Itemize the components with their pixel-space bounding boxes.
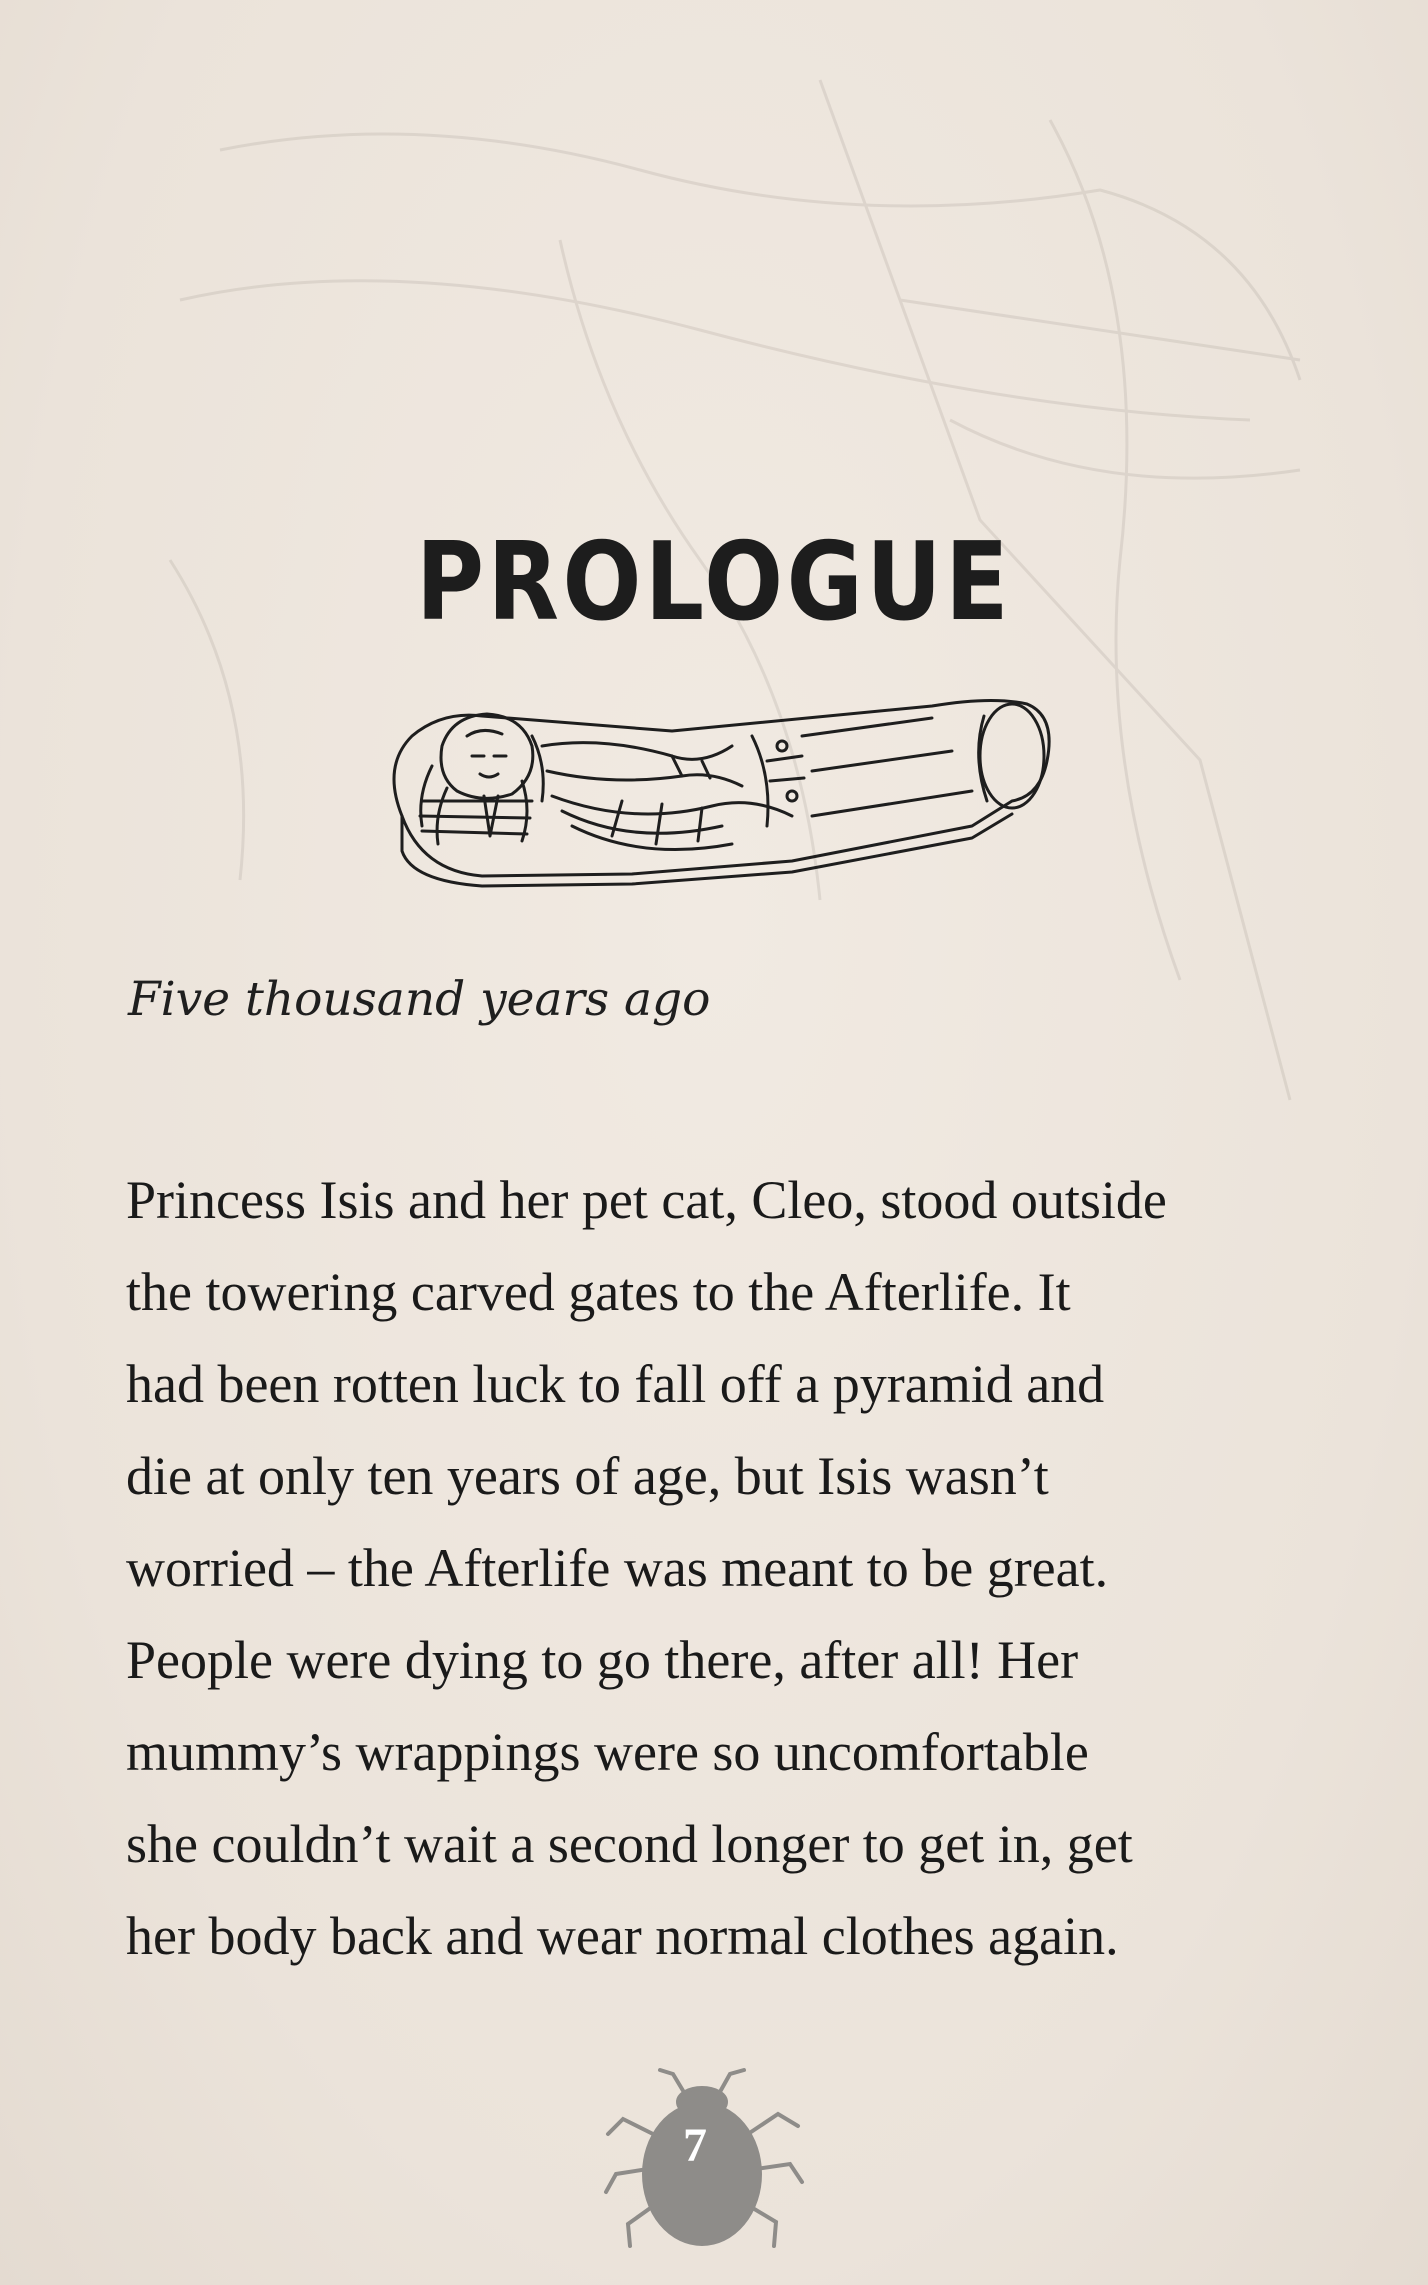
sarcophagus-illustration xyxy=(372,676,1056,896)
paragraph-line: the towering carved gates to the Afterlife. It xyxy=(126,1262,1071,1322)
paragraph-line: worried – the Afterlife was meant to be great. xyxy=(126,1538,1109,1598)
body-paragraph xyxy=(126,1154,1326,1982)
paragraph-line: die at only ten years of age, but Isis wasn’t xyxy=(126,1446,1049,1506)
paragraph-line: mummy’s wrappings were so uncomfortable xyxy=(126,1722,1089,1782)
paragraph-line: her body back and wear normal clothes again. xyxy=(126,1906,1119,1966)
paragraph-line: People were dying to go there, after all! Her xyxy=(126,1630,1079,1690)
paragraph-line: she couldn’t wait a second longer to get in, get xyxy=(126,1814,1133,1874)
page-number: 7 xyxy=(683,2119,707,2172)
paragraph-line: Princess Isis and her pet cat, Cleo, stood outside xyxy=(126,1170,1167,1230)
paragraph-line: had been rotten luck to fall off a pyramid and xyxy=(126,1354,1105,1414)
chapter-title: PROLOGUE xyxy=(415,520,1013,646)
chapter-subtitle: Five thousand years ago xyxy=(128,972,711,1027)
